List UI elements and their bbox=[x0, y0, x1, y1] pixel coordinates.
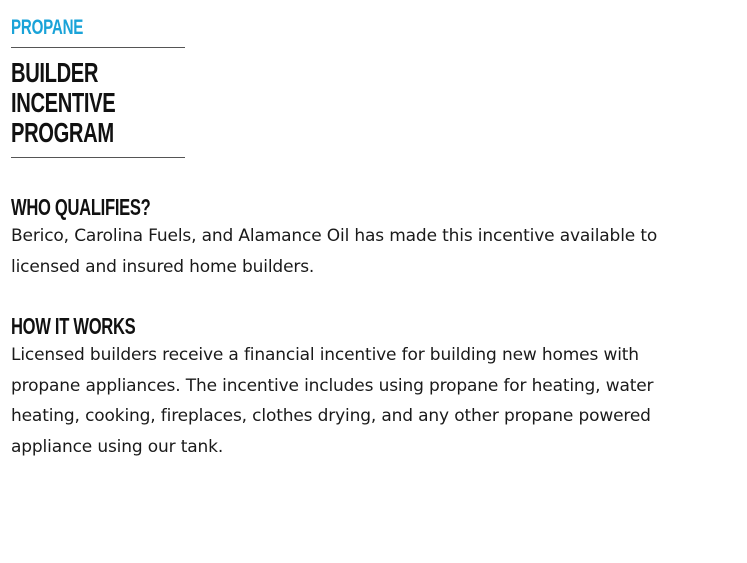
section-heading-who-qualifies: WHO QUALIFIES? bbox=[11, 194, 151, 220]
title-block bbox=[11, 47, 185, 158]
section-how-it-works bbox=[11, 312, 691, 462]
page-title: BUILDER INCENTIVE PROGRAM bbox=[11, 57, 116, 148]
content-area bbox=[11, 14, 691, 462]
category-label: PROPANE bbox=[11, 16, 84, 39]
section-body-who-qualifies: Berico, Carolina Fuels, and Alamance Oil has made this incentive available to licensed and insured home builders. bbox=[11, 226, 658, 277]
section-heading-how-it-works: HOW IT WORKS bbox=[11, 313, 136, 339]
section-who-qualifies bbox=[11, 193, 691, 282]
section-body-how-it-works: Licensed builders receive a financial incentive for building new homes with propane appliances. The incentive includes using propane for heating, water heating, cooking, fireplaces, clothes drying, and any other propane powered appliance using our tank. bbox=[11, 345, 654, 457]
